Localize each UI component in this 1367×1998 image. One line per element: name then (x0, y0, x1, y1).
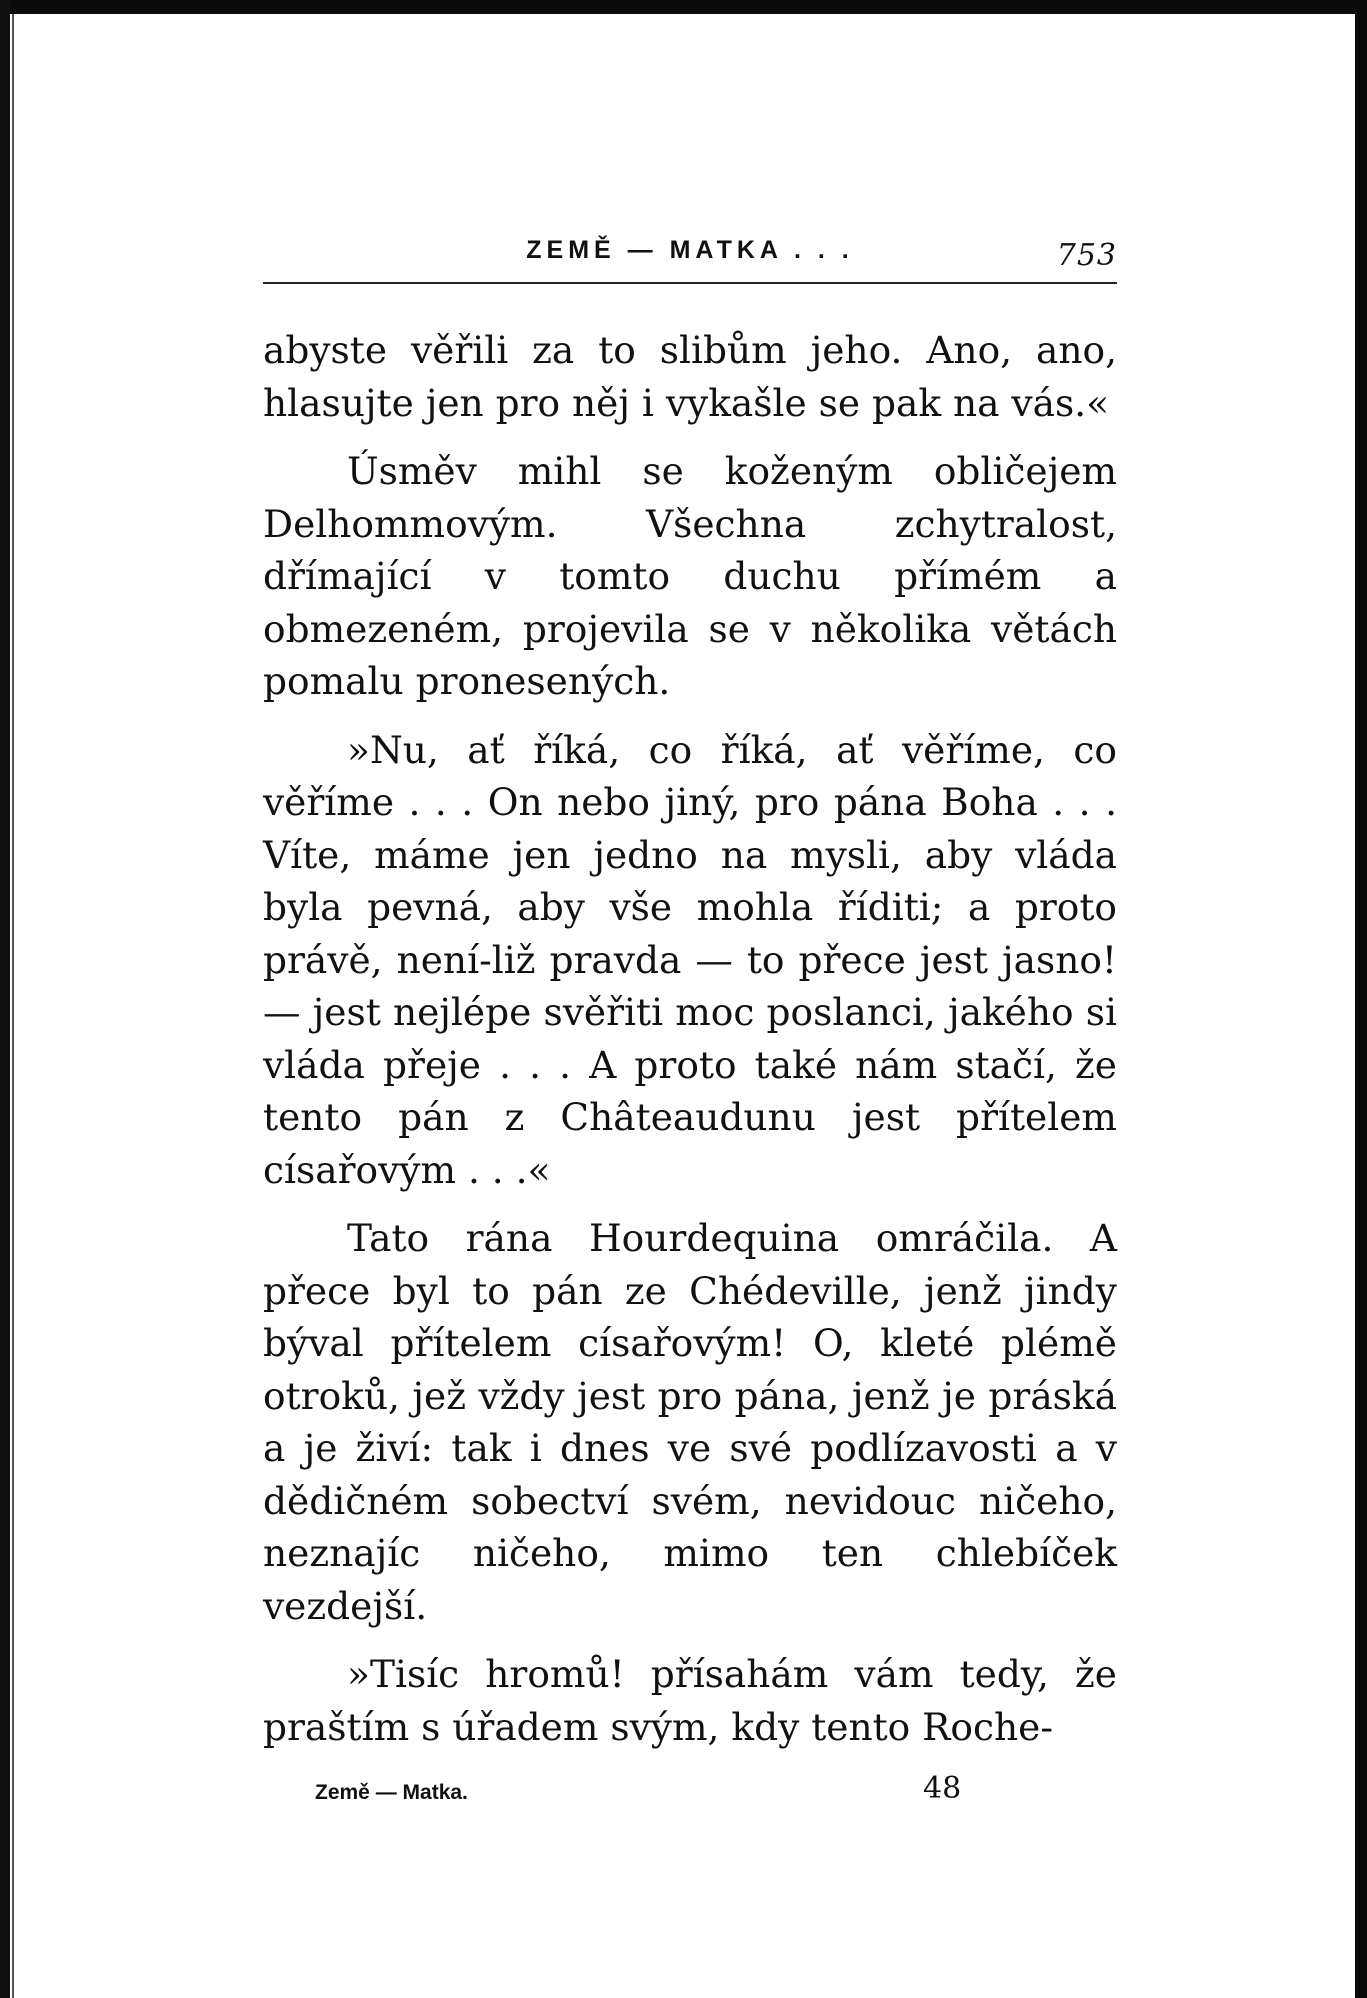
scan-border-left (0, 0, 10, 1998)
running-title: ZEMĚ — MATKA . . . (526, 236, 854, 264)
paragraph: Úsměv mihl se koženým obličejem Delhommovým. Všechna zchytralost, dřímající v tomto duchu přímém a obmezeném, projevila se v několika větách pomalu pronesených. (263, 449, 1117, 703)
paragraph: abyste věřili za to slibům jeho. Ano, ano, hlasujte jen pro něj i vykašle se pak na vás.« (263, 328, 1117, 425)
paragraph: »Tisíc hromů! přísahám vám tedy, že praštím s úřadem svým, kdy tento Roche- (263, 1652, 1117, 1749)
page-footer (263, 1771, 1117, 1821)
body-text (263, 324, 1117, 1753)
page-number: 753 (1056, 238, 1117, 273)
scan-border-left-inner (12, 14, 14, 1998)
scan-border-top (0, 0, 1367, 14)
paragraph: Tato rána Hourdequina omráčila. A přece byl to pán ze Chédeville, jenž jindy býval přítelem císařovým! O, kleté plémě otroků, jež vždy jest pro pána, jenž je práská a je živí: tak i dnes ve své podlízavosti a v dědičném sobectví svém, nevidouc ničeho, neznajíc ničeho, mimo ten chlebíček vezdejší. (263, 1216, 1117, 1628)
scan-border-right (1355, 0, 1367, 1998)
sheet-number: 48 (923, 1771, 962, 1806)
book-page (263, 230, 1117, 1821)
header-rule (263, 282, 1117, 284)
footer-signature: Země — Matka. (315, 1781, 468, 1804)
paragraph: »Nu, ať říká, co říká, ať věříme, co věříme . . . On nebo jiný, pro pána Boha . . . Víte, máme jen jedno na mysli, aby vláda byla pevná, aby vše mohla říditi; a proto právě, není-liž pravda — to přece jest jasno! — jest nejlépe svěřiti moc poslanci, jakého si vláda přeje . . . A proto také nám stačí, že tento pán z Châteaudunu jest přítelem císařovým . . .« (263, 727, 1117, 1192)
running-header (263, 230, 1117, 274)
